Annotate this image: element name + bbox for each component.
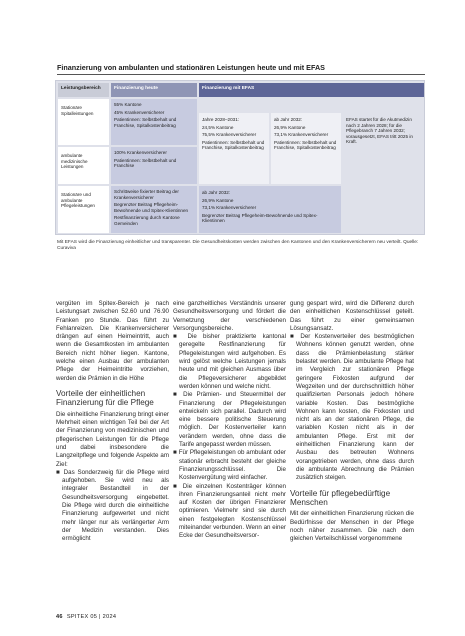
financing-table [55, 80, 425, 235]
efas-ab-2032: ab Jahr 2032: 26,9% Kantone 73,1% Krankenversicherer Patientinnen: Selbstbehalt und Franchise, Spitalkostenbeitrag [271, 113, 341, 184]
bullet-item: ■ Die Prämien- und Steuermittel der Finanzierung der Pflegeleistungen entwickeln sich parallel. Dadurch wird eine bessere politische Steuerung möglich. Der Kostenverteiler kann verändern werden, ohne dass die Tarife angepasst werden müssen. [173, 391, 286, 449]
heute-stationaer: 55% Kantone 45% Krankenversicherer Patientinnen: Selbstbehalt und Franchise, Spitalkostenbeitrag [111, 99, 197, 145]
header-finanzierung-heute: Finanzierung heute [111, 83, 197, 97]
subheading: Vorteile der einheitlichen Finanzierung für die Pflege [56, 388, 154, 408]
bullet-item: ■ Für Pflegeleistungen ob ambulant oder stationär erbracht besteht der gleiche Finanzierungsschlüssel. Die Kostenvergütung wird einfacher. [173, 449, 286, 482]
efas-2028-2031: Jahre 2028–2031: 24,5% Kantone 75,5% Krankenversicherer Patientinnen: Selbstbehalt und Franchise, Spitalkostenbeitrag [199, 113, 269, 184]
efas-note-cell: EFAS startet für die Akutmedizin nach 2 Jahren 2028; für die Pflegebranch 7 Jahren 2032; vorausgesetzt, EFAS tritt 2025 in Kraft. [343, 113, 424, 184]
figure-title-rule [57, 74, 425, 75]
row-label-ambulant: ambulante medizinische Leistungen [58, 147, 109, 184]
paragraph: Die einheitliche Finanzierung bringt einer Mehrheit einen wichtigen Teil bei der Art der Finanzierung von medizinischen und pflegerischen Leistungen für die Pflege und dabei insbesondere die Langzeitpflege und folgende Aspekte am Ziel: [56, 410, 169, 468]
efas-top-spacer [199, 99, 424, 111]
subheading: Vorteile für pflegebedürftige Menschen [290, 488, 391, 507]
row-label-pflege: Stationäre und ambulante Pflegeleistungen [58, 186, 109, 233]
bullet-item: ■ Die bisher praktizierte kantonal geregelte Restfinanzierung für Pflegeleistungen wird aufgehoben. Es wird gelöst welche Leistungen jemals heute und mit gleichen Ausmass über die Pflegeversicherer abgebildet werden können und welche nicht. [173, 333, 286, 390]
header-finanzierung-efas: Finanzierung mit EFAS [199, 83, 424, 97]
header-leistungsbereich: Leistungsbereich [58, 83, 109, 97]
heute-pflege: Schrittweise fixierter Beitrag der Krankenversicherer Begrenzter Beitrag Pflegeheim-Bewohnende und Spitex-Klientinnen Restfinanzierung durch Kantone Gemeinden [111, 186, 197, 233]
text-column-3 [290, 300, 414, 544]
publication-name: SPITEX 05 | 2024 [66, 614, 117, 620]
figure-caption: Mit EFAS wird die Finanzierung einheitlicher und transparenter. Die Gesundheitskosten werden zwischen den Kantonen und den Krankenversicherern neu verteilt. Quelle: Curaviva [57, 240, 419, 252]
bullet-item: ■ Das Sonderzweig für die Pflege wird aufgehoben. Sie wird neu als integraler Bestandteil in der Gesundheitsversorgung eingebettet. Die Pflege wird durch die einheitliche Finanzierung aufgewertet und nicht mehr länger nur als verlängerter Arm der Medizin verstanden. Dies ermöglicht [56, 468, 169, 543]
bullet-item: ■ Der Kostenverteiler des bestmöglichen Wohnens können genutzt werden, ohne dass die Prämienbelastung stärker belastet werden. Die ambulante Pflege hat im Vergleich zur stationären Pflege geringere Fixkosten aufgrund der Wegzeiten und der durchschnittlich höher qualifizierten Personals jedoch höhere variable Kosten. Das bestmögliche Wohnen kann kosten, die Fixkosten und nicht als an der stationären Pflege, die variablen Kosten nicht als in der ambulanten Pflege. Erst mit der einheitlichen Finanzierung kann der Ausbau des betreuten Wohnens vorangetrieben werden, ohne dass durch die ambulante Abrechnung die Prämien zusätzlich steigen. [290, 333, 414, 482]
row-label-stationaer: Stationäre Spitalleistungen [58, 99, 109, 145]
page-footer [56, 614, 116, 620]
efas-pflege-empty [343, 186, 424, 233]
bullet-item: ■ Die einzelnen Kostenträger können ihren Finanzierungsanteil nicht mehr auf Kosten der übrigen Finanzierer optimieren. Vielmehr sind sie durch einen festgelegten Kostenschlüssel miteinander verbunden. Wenn an einer Ecke der Gesundheitsversor- [173, 482, 286, 540]
page-number: 46 [56, 614, 63, 620]
figure-title: Finanzierung von ambulanten und stationären Leistungen heute und mit EFAS [57, 63, 325, 72]
paragraph: eine ganzheitliches Verständnis unserer Gesundheitsversorgung und fördert die Vernetzung der verschiedenen Versorgungsbereiche. [173, 300, 286, 332]
paragraph: gung gespart wird, wird die Differenz durch den einheitlichen Kostenschlüssel geteilt. Das führt zu einer gemeinsamen Lösungsansatz. [290, 300, 414, 332]
paragraph: Mit der einheitlichen Finanzierung rücken die Bedürfnisse der Menschen in der Pflege noch näher zusammen. Die nach dem gleichen Verteilschlüssel vorgenommene [290, 510, 414, 543]
heute-ambulant: 100% Krankenversicherer Patientinnen: Selbstbehalt und Franchise [111, 147, 197, 184]
efas-pflege: ab Jahr 2032: 26,9% Kantone 73,1% Krankenversicherer Begrenzter Beitrag Pflegeheim-Bewohnende und Spitex-Klientinnen [199, 186, 341, 233]
paragraph: vergüten im Spitex-Bereich je nach Leistungsart zwischen 52.60 und 76.90 Franken pro Stunde. Das führt zu Fehlanreizen. Die Krankenversicherer drängen auf einen Heimeintritt, auch wenn die Gesamtkosten im ambulanten Bereich nicht höher liegen. Kantone, welche einen Ausbau der ambulanten Pflege der Heimeintritte vorziehen, werden die Prämien in die Höhe [56, 300, 169, 382]
text-column-2 [173, 300, 286, 541]
text-column-1 [56, 300, 169, 544]
